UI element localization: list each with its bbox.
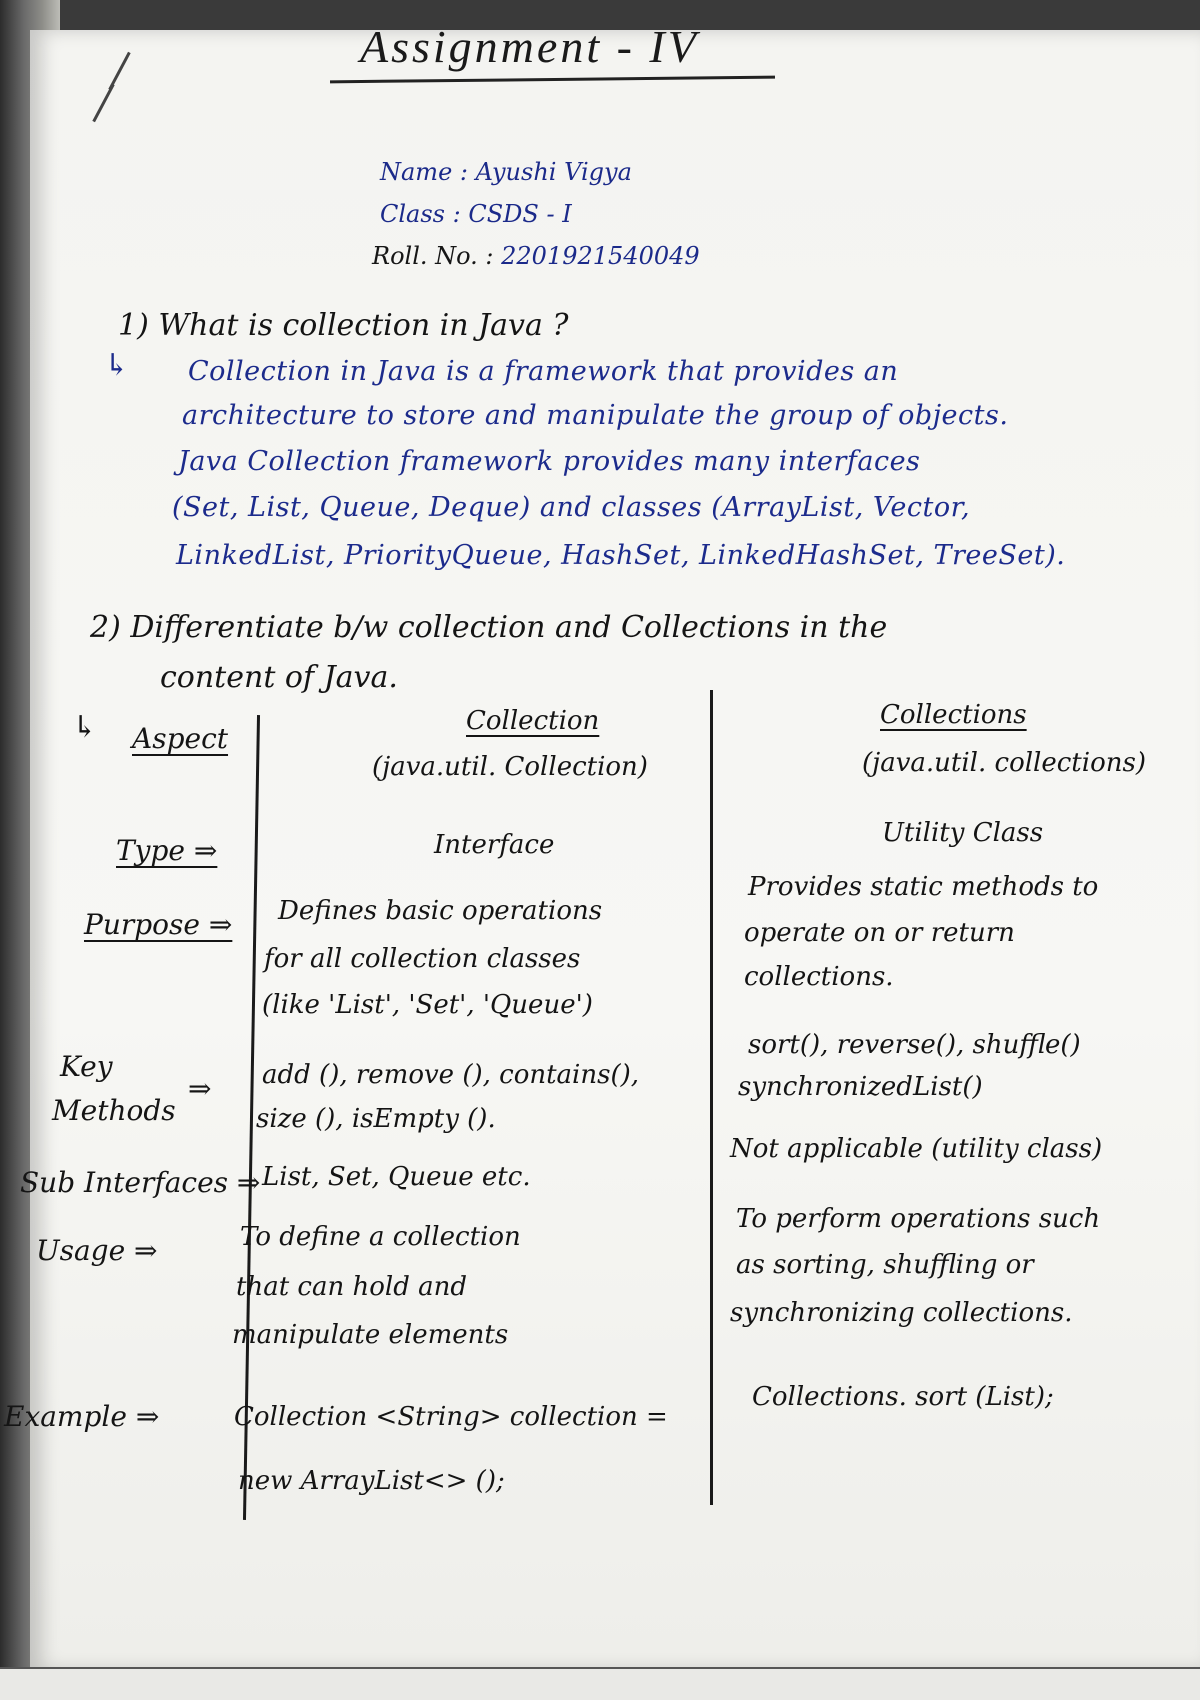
collection-cell: List, Set, Queue etc. (262, 1162, 531, 1192)
collections-cell: Provides static methods to (748, 872, 1099, 902)
collection-cell: size (), isEmpty (). (256, 1104, 496, 1134)
collections-cell: To perform operations such (736, 1204, 1101, 1234)
collection-cell: To define a collection (240, 1222, 521, 1252)
name-label: Name : (380, 158, 468, 186)
question-text: What is collection in Java ? (158, 308, 569, 343)
collection-cell: for all collection classes (264, 944, 581, 974)
collections-cell: Utility Class (882, 818, 1044, 848)
answer-line: (Set, List, Queue, Deque) and classes (ArrayList, Vector, (172, 492, 971, 523)
collection-cell: that can hold and (236, 1272, 467, 1302)
collection-header: Collection (466, 706, 600, 736)
row-aspect: Sub Interfaces ⇒ (20, 1166, 261, 1199)
question-number: 2) (90, 610, 121, 645)
question-text: Differentiate b/w collection and Collections in the (130, 610, 888, 645)
row-aspect: Example ⇒ (4, 1400, 160, 1433)
collections-cell: collections. (744, 962, 894, 992)
roll-label: Roll. No. : (372, 242, 494, 270)
answer-line: Collection in Java is a framework that provides an (188, 356, 899, 387)
row-aspect-arrow: ⇒ (188, 1072, 212, 1105)
collection-cell: (like 'List', 'Set', 'Queue') (262, 990, 593, 1020)
answer-line: architecture to store and manipulate the group of objects. (182, 400, 1009, 431)
collection-cell: new ArrayList<> (); (238, 1466, 505, 1496)
collections-header: Collections (880, 700, 1027, 730)
row-aspect: Methods (52, 1094, 176, 1127)
collections-cell: Not applicable (utility class) (730, 1134, 1103, 1164)
collections-cell: synchronizing collections. (730, 1298, 1073, 1328)
question-number: 1) (118, 308, 149, 343)
class-label: Class : (380, 200, 461, 228)
row-aspect: Usage ⇒ (36, 1234, 158, 1267)
question-text-continued: content of Java. (160, 660, 398, 695)
collection-cell: manipulate elements (232, 1320, 509, 1350)
collections-subheader: (java.util. collections) (862, 748, 1146, 778)
collections-cell: synchronizedList() (738, 1072, 983, 1102)
name-value: Ayushi Vigya (475, 158, 632, 186)
collection-cell: Defines basic operations (278, 896, 603, 926)
aspect-header: Aspect (132, 722, 229, 755)
class-value: CSDS - I (468, 200, 572, 228)
answer-arrow-icon: ↳ (104, 348, 130, 383)
answer-line: LinkedList, PriorityQueue, HashSet, LinkedHashSet, TreeSet). (176, 540, 1066, 571)
collection-cell: Interface (434, 830, 555, 860)
answer-arrow-icon: ↳ (72, 710, 98, 745)
row-aspect: Purpose ⇒ (84, 908, 233, 941)
collection-cell: add (), remove (), contains(), (262, 1060, 640, 1090)
page-bottom-edge (0, 1667, 1200, 1700)
collections-cell: Collections. sort (List); (752, 1382, 1054, 1412)
collections-cell: operate on or return (744, 918, 1015, 948)
collections-cell: as sorting, shuffling or (736, 1250, 1034, 1280)
answer-line: Java Collection framework provides many interfaces (178, 446, 921, 477)
collection-subheader: (java.util. Collection) (372, 752, 648, 782)
row-aspect: Key (60, 1050, 113, 1083)
row-aspect: Type ⇒ (116, 834, 218, 867)
collections-cell: sort(), reverse(), shuffle() (748, 1030, 1081, 1060)
page-title: Assignment - IV (360, 21, 699, 72)
roll-value: 2201921540049 (501, 242, 700, 270)
collection-cell: Collection <String> collection = (234, 1402, 668, 1432)
table-divider (710, 690, 713, 1505)
